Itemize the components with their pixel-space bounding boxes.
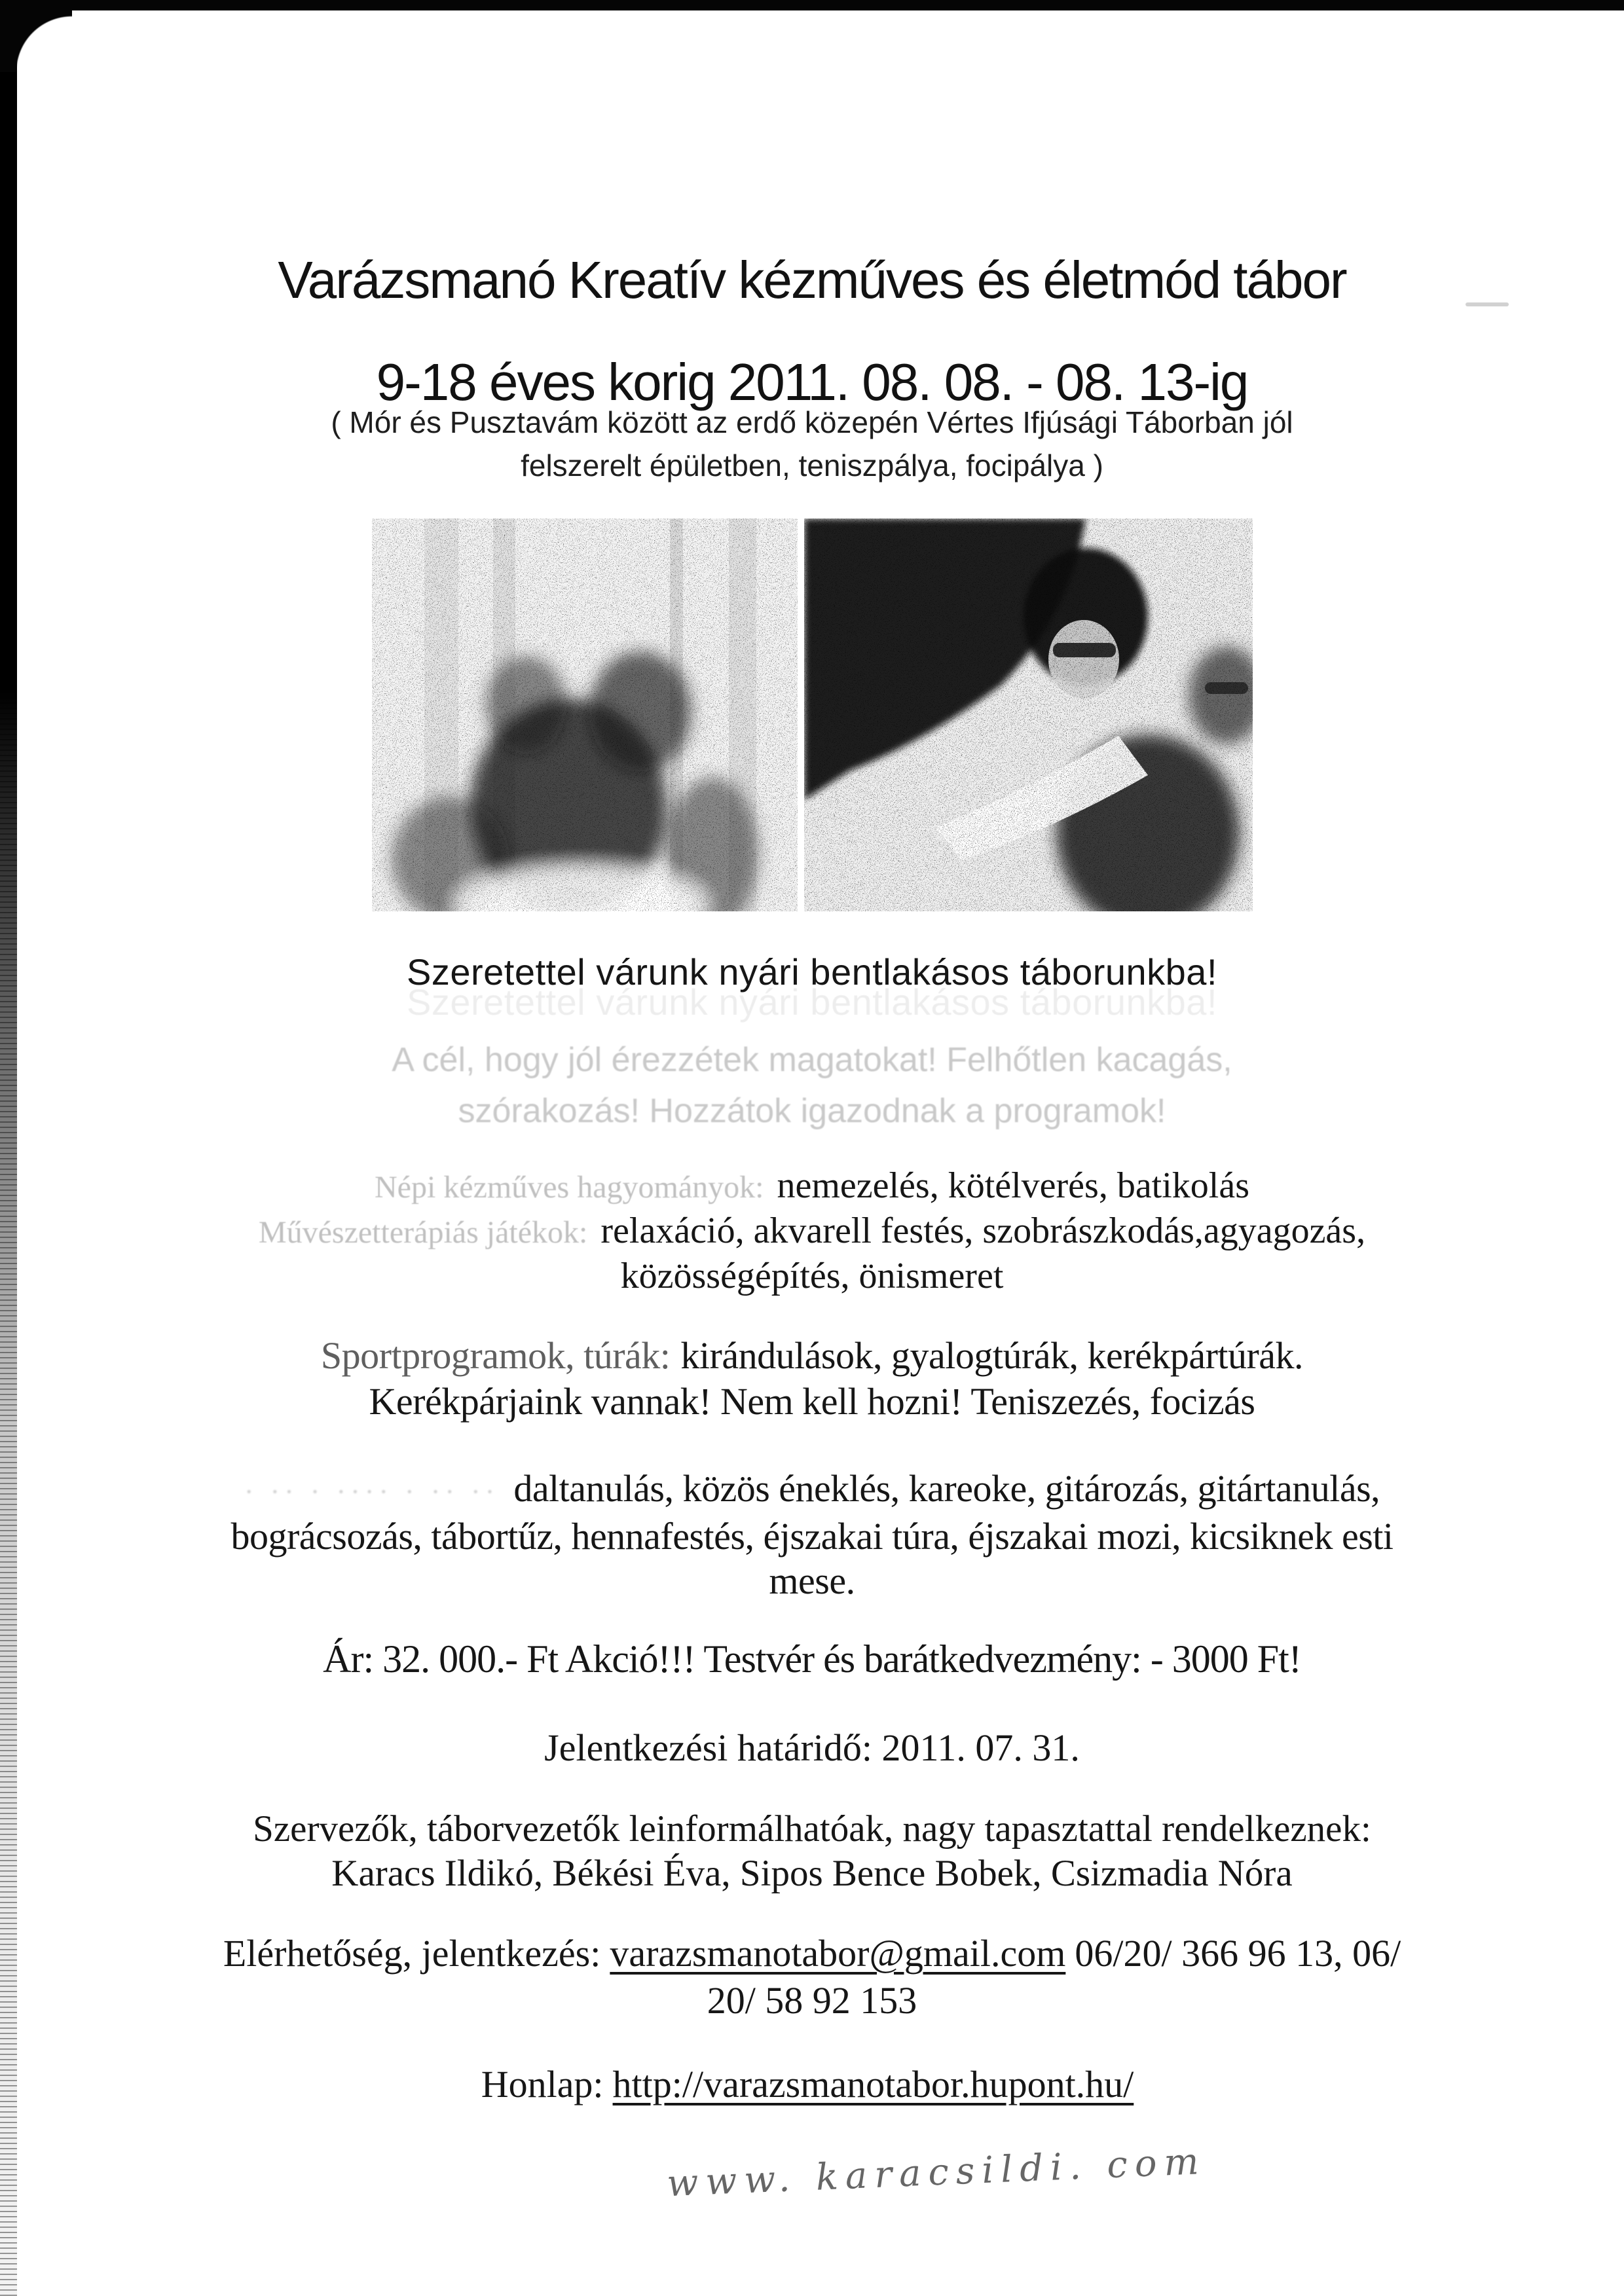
subtitle-line-1: ( Mór és Pusztavám között az erdő közepén Vértes Ifjúsági Táborban jól [331, 405, 1293, 439]
crafts-faded-label: Népi kézműves hagyományok: [374, 1170, 764, 1205]
contact-line-1 [0, 1930, 1624, 1977]
crafts-art-paragraph [0, 1164, 1624, 1298]
homepage-line [0, 2062, 1624, 2106]
faded-goal-paragraph [0, 1034, 1624, 1137]
music-line-1 [0, 1467, 1624, 1514]
camp-photo-right [804, 519, 1253, 911]
art-faded-label: Művészetterápiás játékok: [258, 1215, 588, 1250]
title-line-1: Varázsmanó Kreatív kézműves és életmód tábor [278, 251, 1346, 309]
camp-photo-left [372, 519, 798, 911]
contact-email-link[interactable]: varazsmanotabor@gmail.com [610, 1932, 1066, 1975]
contact-line-2: 20/ 58 92 153 [707, 1979, 917, 2022]
sport-text-1: kirándulások, gyalogtúrák, kerékpártúrák. [680, 1334, 1304, 1377]
welcome-line: Szeretettel várunk nyári bentlakásos táborunkba! [406, 951, 1218, 993]
subtitle-line-2: felszerelt épületben, teniszpálya, focipálya ) [521, 448, 1103, 483]
art-line-2: közösségépítés, önismeret [620, 1256, 1004, 1296]
contact-prefix: Elérhetőség, jelentkezés: [223, 1932, 601, 1975]
homepage-prefix: Honlap: [481, 2063, 604, 2105]
art-text-1: relaxáció, akvarell festés, szobrászkodás,agyagozás, [600, 1211, 1366, 1251]
music-text-1: daltanulás, közös éneklés, kareoke, gitározás, gitártanulás, [513, 1467, 1380, 1510]
art-line-1 [0, 1209, 1624, 1254]
location-subtitle [0, 401, 1624, 487]
crafts-text: nemezelés, kötélverés, batikolás [777, 1165, 1249, 1206]
photo-strip [0, 519, 1624, 911]
price-line: Ár: 32. 000.- Ft Akció!!! Testvér és barátkedvezmény: - 3000 Ft! [323, 1637, 1301, 1681]
organizers-line-2: Karacs Ildikó, Békési Éva, Sipos Bence Bobek, Csizmadia Nóra [331, 1853, 1293, 1894]
sport-paragraph [0, 1333, 1624, 1425]
music-line-2: bográcsozás, tábortűz, hennafestés, éjszakai túra, éjszakai mozi, kicsiknek esti [231, 1515, 1393, 1558]
title-line-2: 9-18 éves korig 2011. 08. 08. - 08. 13-ig [376, 353, 1248, 411]
contact-paragraph [0, 1930, 1624, 2024]
crafts-line [0, 1164, 1624, 1209]
sport-label: Sportprogramok, túrák: [320, 1334, 671, 1377]
scan-corner [0, 0, 72, 72]
organizers-paragraph [0, 1807, 1624, 1896]
sport-line-1 [0, 1333, 1624, 1379]
sport-line-2: Kerékpárjaink vannak! Nem kell hozni! Teniszezés, focizás [369, 1380, 1255, 1423]
organizers-line-1: Szervezők, táborvezetők leinformálhatóak, nagy tapasztattal rendelkeznek: [253, 1808, 1371, 1850]
homepage-url-link[interactable]: http://varazsmanotabor.hupont.hu/ [612, 2063, 1134, 2105]
contact-phones: 06/20/ 366 96 13, 06/ [1075, 1932, 1401, 1975]
scan-top-edge [0, 0, 1624, 10]
music-paragraph [0, 1467, 1624, 1603]
goal-line-2: szórakozás! Hozzátok igazodnak a programok! [458, 1092, 1166, 1130]
goal-line-1: A cél, hogy jól érezzétek magatokat! Felhőtlen kacagás, [392, 1041, 1232, 1079]
music-line-3: mese. [769, 1559, 855, 1602]
music-faded-mark: · ·· · ···· · ·· ·· [244, 1476, 500, 1508]
handwritten-note: www. karacsildi. com [666, 2140, 1207, 2206]
deadline-line: Jelentkezési határidő: 2011. 07. 31. [544, 1726, 1080, 1769]
